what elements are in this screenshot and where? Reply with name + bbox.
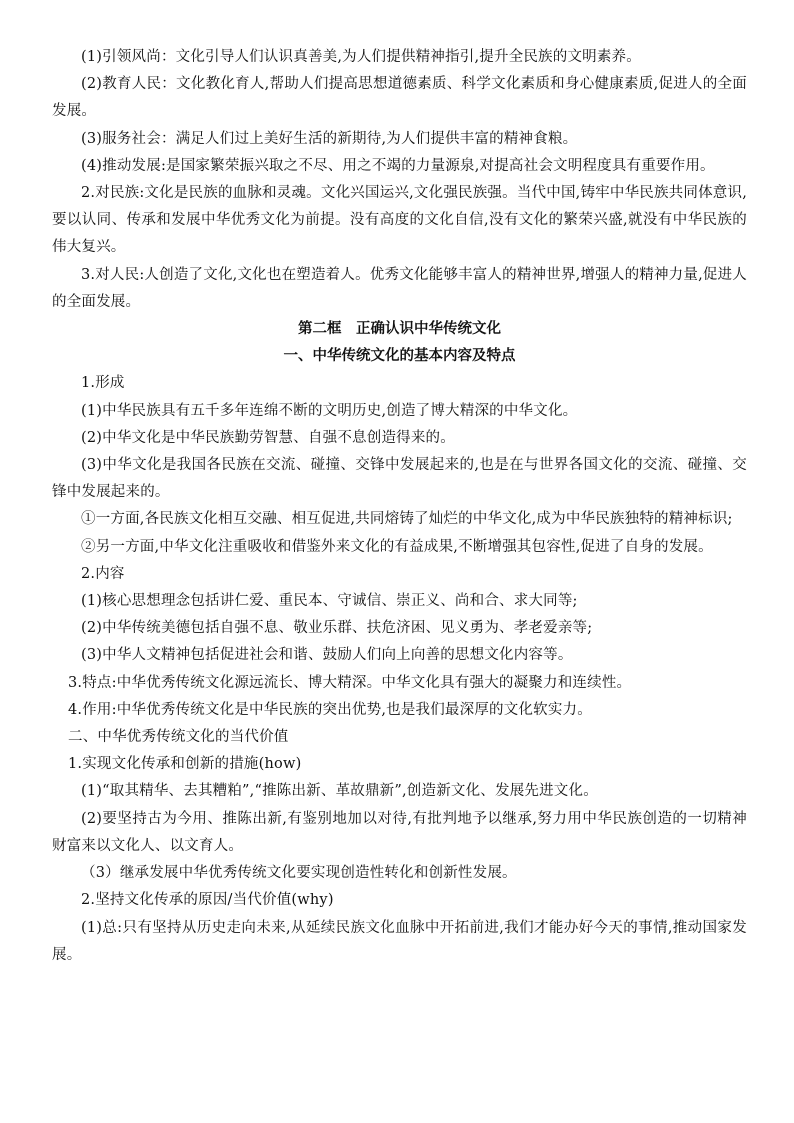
paragraph-measures-2: (2)要坚持古为今用、推陈出新,有鉴别地加以对待,有批判地予以继承,努力用中华民族创造的一切精神财富来以文化人、以文育人。 — [52, 810, 747, 854]
document-page — [52, 44, 747, 969]
paragraph-reasons-1: (1)总:只有坚持从历史走向未来,从延续民族文化血脉中开拓前进,我们才能办好今天的事情,推动国家发展。 — [52, 919, 747, 963]
paragraph-formation-3a: ①一方面,各民族文化相互交融、相互促进,共同熔铸了灿烂的中华文化,成为中华民族独特的精神标识; — [81, 511, 733, 528]
paragraph-for-nation: 2.对民族:文化是民族的血脉和灵魂。文化兴国运兴,文化强民族强。当代中国,铸牢中华民族共同体意识,要以认同、传承和发展中华优秀文化为前提。没有高度的文化自信,没有文化的繁荣兴盛,就没有中华民族的伟大复兴。 — [52, 185, 747, 256]
paragraph-content-3: (3)中华人文精神包括促进社会和谐、鼓励人们向上向善的思想文化内容等。 — [81, 647, 573, 664]
paragraph-formation-3: (3)中华文化是我国各民族在交流、碰撞、交锋中发展起来的,也是在与世界各国文化的交流、碰撞、交锋中发展起来的。 — [52, 457, 747, 501]
paragraph-features: 3.特点:中华优秀传统文化源远流长、博大精深。中华文化具有强大的凝聚力和连续性。 — [68, 674, 632, 691]
paragraph-content-1: (1)核心思想理念包括讲仁爱、重民本、守诚信、崇正义、尚和合、求大同等; — [81, 593, 578, 610]
paragraph-lead-fashion: (1)引领风尚：文化引导人们认识真善美,为人们提供精神指引,提升全民族的文明素养。 — [81, 49, 641, 65]
paragraph-for-people: 3.对人民:人创造了文化,文化也在塑造着人。优秀文化能够丰富人的精神世界,增强人的精神力量,促进人的全面发展。 — [52, 266, 747, 310]
subheading-formation: 1.形成 — [81, 375, 125, 392]
paragraph-promote-development: (4)推动发展:是国家繁荣振兴取之不尽、用之不竭的力量源泉,对提高社会文明程度具有重要作用。 — [81, 157, 715, 174]
paragraph-educate-people: (2)教育人民：文化教化育人,帮助人们提高思想道德素质、科学文化素质和身心健康素质,促进人的全面发展。 — [52, 76, 747, 120]
paragraph-role: 4.作用:中华优秀传统文化是中华民族的突出优势,也是我们最深厚的文化软实力。 — [68, 701, 592, 718]
paragraph-measures-1: (1)“取其精华、去其糟粕”,“推陈出新、革故鼎新”,创造新文化、发展先进文化。 — [81, 783, 598, 800]
paragraph-formation-1: (1)中华民族具有五千多年连绵不断的文明历史,创造了博大精深的中华文化。 — [81, 402, 578, 419]
subheading-content: 2.内容 — [81, 565, 125, 582]
paragraph-formation-3b: ②另一方面,中华文化注重吸收和借鉴外来文化的有益成果,不断增强其包容性,促进了自身的发展。 — [81, 538, 713, 555]
paragraph-measures-3: （3）继承发展中华优秀传统文化要实现创造性转化和创新性发展。 — [81, 865, 517, 882]
section-heading-2: 二、中华优秀传统文化的当代价值 — [68, 729, 289, 746]
paragraph-formation-2: (2)中华文化是中华民族勤劳智慧、自强不息创造得来的。 — [81, 429, 455, 446]
section-title: 第二框 正确认识中华传统文化 — [298, 321, 501, 338]
paragraph-content-2: (2)中华传统美德包括自强不息、敬业乐群、扶危济困、见义勇为、孝老爱亲等; — [81, 620, 593, 637]
subheading-measures: 1.实现文化传承和创新的措施(how) — [68, 756, 302, 773]
section-heading-1: 一、中华传统文化的基本内容及特点 — [283, 348, 516, 365]
subheading-reasons: 2.坚持文化传承的原因/当代价值(why) — [81, 892, 334, 909]
paragraph-serve-society: (3)服务社会：满足人们过上美好生活的新期待,为人们提供丰富的精神食粮。 — [81, 130, 578, 147]
